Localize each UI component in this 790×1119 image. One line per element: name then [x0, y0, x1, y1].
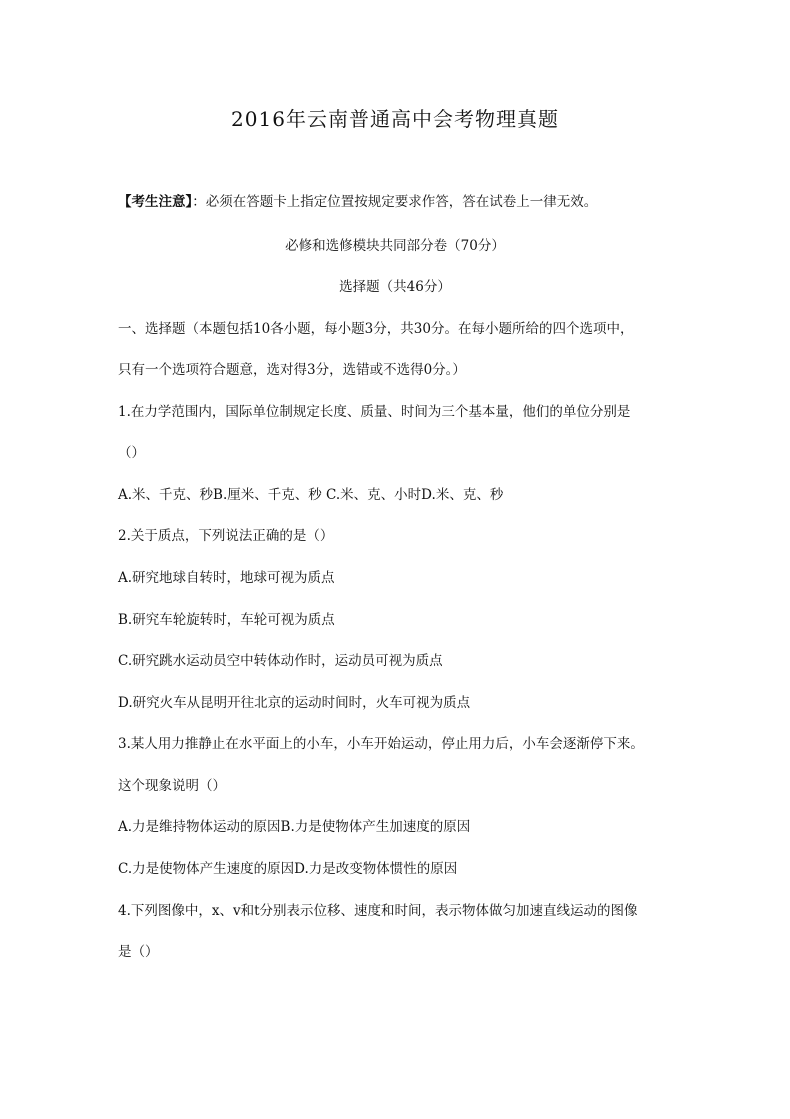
question-2-stem: 2.关于质点，下列说法正确的是（） [118, 528, 334, 544]
question-1-stem-line-1: 1.在力学范围内，国际单位制规定长度、质量、时间为三个基本量，他们的单位分别是 [118, 404, 631, 420]
question-2-option-b: B.研究车轮旋转时，车轮可视为质点 [118, 612, 335, 628]
instructions-line-2: 只有一个选项符合题意，选对得3分，选错或不选得0分。） [118, 362, 466, 378]
section-title: 必修和选修模块共同部分卷（70分） [285, 238, 505, 254]
question-2-option-d: D.研究火车从昆明开往北京的运动时间时，火车可视为质点 [118, 695, 471, 711]
notice-line [118, 190, 597, 210]
question-3-stem-line-2: 这个现象说明（） [118, 778, 226, 794]
notice-label: 【考生注意】 [118, 194, 193, 210]
document-title: 2016年云南普通高中会考物理真题 [231, 107, 559, 131]
instructions-line-1: 一、选择题（本题包括10各小题，每小题3分，共30分。在每小题所给的四个选项中， [118, 321, 634, 337]
question-3-options-line-2: C.力是使物体产生速度的原因D.力是改变物体惯性的原因 [118, 861, 458, 877]
question-2-option-a: A.研究地球自转时，地球可视为质点 [118, 570, 335, 586]
question-3-stem-line-1: 3.某人用力推静止在水平面上的小车，小车开始运动，停止用力后，小车会逐渐停下来。 [118, 736, 644, 752]
question-4-stem-line-2: 是（） [118, 944, 159, 960]
question-3-options-line-1: A.力是维持物体运动的原因B.力是使物体产生加速度的原因 [118, 819, 471, 835]
question-1-stem-line-2: （） [118, 445, 145, 461]
question-1-options: A.米、千克、秒B.厘米、千克、秒 C.米、克、小时D.米、克、秒 [118, 487, 504, 503]
subsection-title: 选择题（共46分） [339, 279, 451, 295]
notice-text: ：必须在答题卡上指定位置按规定要求作答，答在试卷上一律无效。 [192, 194, 598, 210]
question-2-option-c: C.研究跳水运动员空中转体动作时，运动员可视为质点 [118, 653, 443, 669]
question-4-stem-line-1: 4.下列图像中，x、v和t分别表示位移、速度和时间，表示物体做匀加速直线运动的图像 [118, 903, 638, 919]
